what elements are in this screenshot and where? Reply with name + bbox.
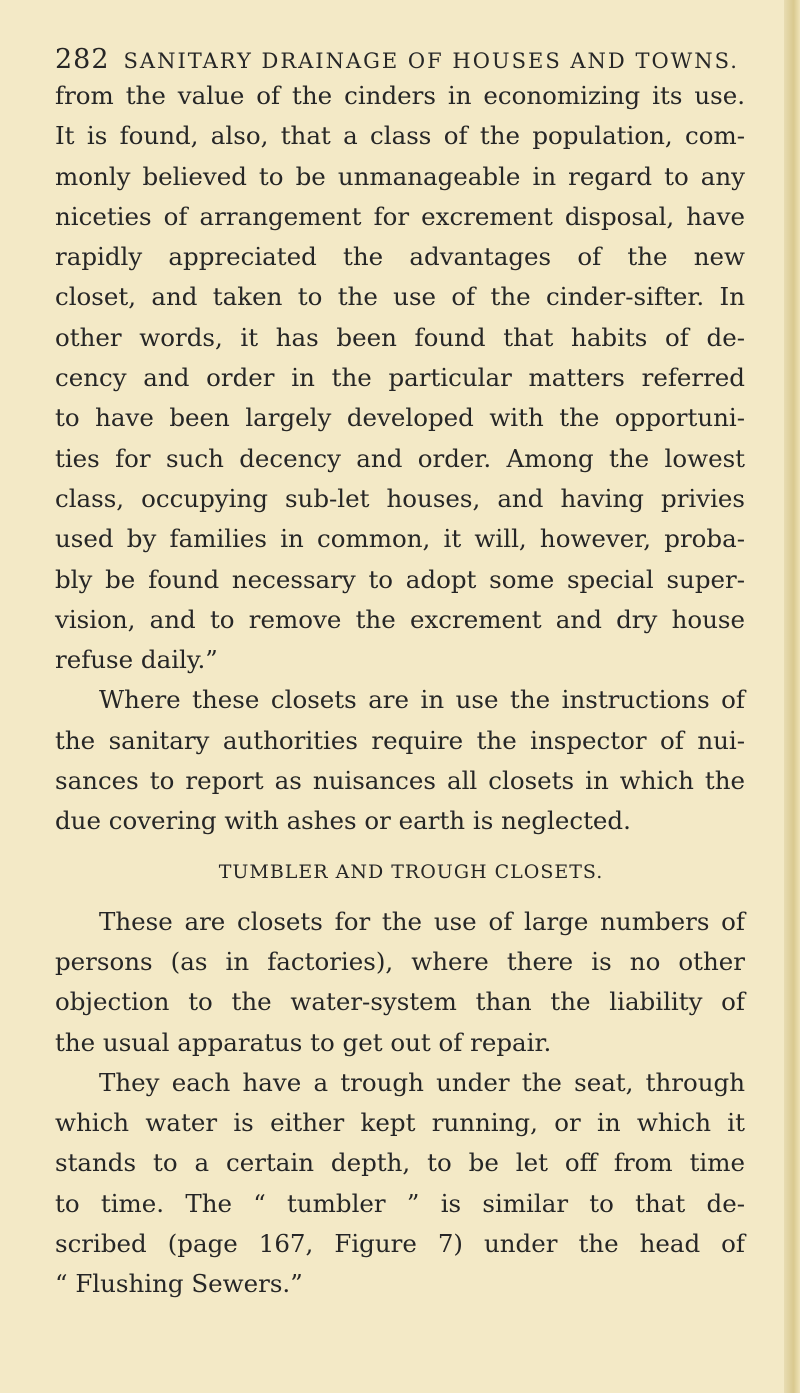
paragraph (55, 902, 745, 1063)
text-line: persons (as in factories), where there is no other (55, 946, 745, 976)
text-line: These are closets for the use of large numbers of (99, 906, 745, 936)
text-line: which water is either kept running, or in which it (55, 1108, 745, 1138)
paragraph (55, 76, 745, 680)
text-line: They each have a trough under the seat, through (99, 1067, 745, 1097)
text-line: objection to the water-system than the liability of (55, 987, 745, 1017)
text-line: other words, it has been found that habits of de- (55, 322, 745, 352)
paragraph (55, 680, 745, 841)
text-line: “ Flushing Sewers.” (55, 1269, 303, 1299)
section-heading: TUMBLER AND TROUGH CLOSETS. (218, 860, 604, 883)
text-line: ties for such decency and order. Among the lowest (55, 443, 745, 473)
text-line: Where these closets are in use the instructions of (99, 685, 745, 715)
text-line: rapidly appreciated the advantages of the new (55, 242, 745, 272)
text-line: It is found, also, that a class of the population, com- (55, 121, 745, 151)
text-line: class, occupying sub-let houses, and having privies (55, 483, 745, 513)
text-line: refuse daily.” (55, 645, 218, 675)
page-body (55, 76, 745, 1305)
text-line: the sanitary authorities require the inspector of nui- (55, 725, 745, 755)
text-line: closet, and taken to the use of the cinder-sifter. In (55, 282, 745, 312)
text-line: bly be found necessary to adopt some special super- (55, 564, 745, 594)
running-header (55, 44, 739, 75)
running-title: SANITARY DRAINAGE OF HOUSES AND TOWNS. (123, 49, 739, 73)
text-line: stands to a certain depth, to be let off from time (55, 1148, 745, 1178)
text-line: due covering with ashes or earth is neglected. (55, 806, 631, 836)
page-number: 282 (55, 44, 110, 75)
text-line: monly believed to be unmanageable in regard to any (55, 161, 745, 191)
text-line: sances to report as nuisances all closets in which the (55, 766, 745, 796)
text-line: used by families in common, it will, however, proba- (55, 524, 745, 554)
text-line: the usual apparatus to get out of repair. (55, 1027, 552, 1057)
text-line: to have been largely developed with the opportuni- (55, 403, 745, 433)
text-line: from the value of the cinders in economizing its use. (55, 81, 745, 110)
text-line: cency and order in the particular matters referred (55, 363, 745, 393)
text-line: niceties of arrangement for excrement disposal, have (55, 201, 745, 231)
text-line: vision, and to remove the excrement and dry house (55, 604, 745, 634)
paragraph (55, 1063, 745, 1305)
text-line: scribed (page 167, Figure 7) under the head of (55, 1229, 745, 1259)
text-line: to time. The “ tumbler ” is similar to that de- (55, 1188, 745, 1218)
page-edge (784, 0, 800, 1393)
